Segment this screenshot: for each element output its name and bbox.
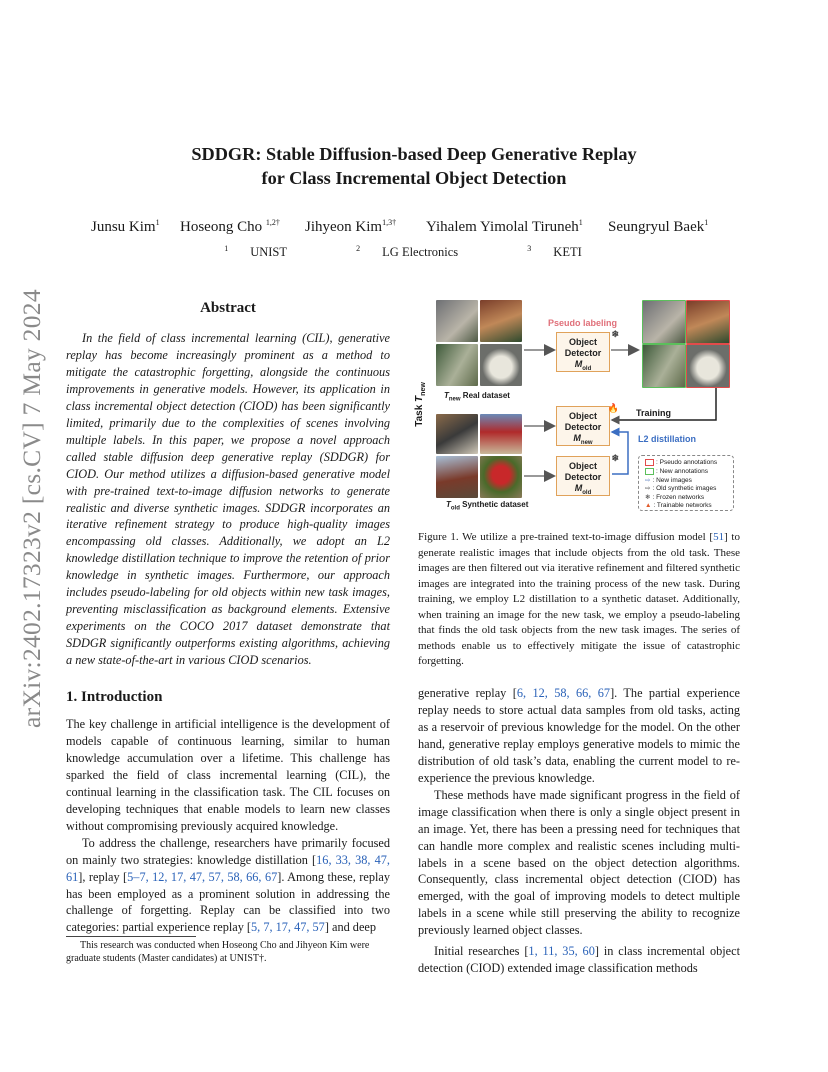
legend-item: : Pseudo annotations [645, 459, 730, 468]
citation-link[interactable]: 6, 12, 58, 66, 67 [516, 686, 611, 700]
figure-1 [413, 290, 746, 520]
figure-legend [638, 455, 734, 511]
pseudo-labeling-label: Pseudo labeling [548, 318, 618, 328]
paper-title-line1: SDDGR: Stable Diffusion-based Deep Generative Replay [191, 144, 637, 164]
intro-right-column [418, 685, 740, 977]
affiliation: $^1$ UNIST [224, 243, 288, 259]
author: Junsu Kim$^1$ [91, 218, 160, 235]
author: Hoseong Cho $^{1,2\dagger}$ [180, 218, 280, 235]
figure-caption: Figure 1. We utilize a pre-trained text-to-image diffusion model [51] to generate realistic images that include objects from the old task. These images are then filtered out via iterative refinement and filtered synthetic images are integrated into the training process of the new task. During training, we employ L2 distillation to a synthetic dataset. Additionally, when training an image for the new task, we employ a pseudo-labeling that finds the old task objects from the new task images. The series of methods enable us to effectively mitigate the issue of catastrophic forgetting. [418, 531, 740, 667]
affiliation: $^3$ KETI [527, 243, 582, 259]
citation-link[interactable]: 5, 7, 17, 47, 57 [251, 920, 325, 935]
object-detector-old-frozen: Object Detector $M_{old}$ ❄ [556, 456, 610, 496]
real-dataset-label: $T_{new}$ Real dataset [444, 391, 510, 403]
legend-item: ▲ : Trainable networks [645, 502, 712, 510]
legend-item: ❄ : Frozen networks [645, 493, 705, 501]
paper-title-line2: for Class Incremental Object Detection [261, 168, 567, 188]
paragraph: These methods have made significant progress in the field of image classification when there is only a single object present in an image. Yet, there has been a pressing need for techniques that can handle more complex and realistic scenes including multi-labels in a scene based on the object detection algorithms. Consequently, class incremental object detection (CIOD) has emerged, with the goal of improving models to detect multiple labels in a scene while still preserving the ability to recognize previously learned object classes. [418, 787, 740, 938]
intro-heading: 1. Introduction [66, 689, 163, 705]
paragraph: Initial researches [1, 11, 35, 60] in class incremental object detection (CIOD) extended image classification methods [418, 944, 741, 976]
abstract-body: In the field of class incremental learning (CIL), generative replay has become increasingly prominent as a method to mitigate the catastrophic forgetting, alongside the continuous improvements in generative models. However, its application in class incremental object detection (CIOD) has been significantly limited, primarily due to the complexities of scenes involving multiple labels. In this paper, we propose a novel approach called stable diffusion deep generative replay (SDDGR) for CIOD. Our method utilizes a diffusion-based generative model with pre-trained text-to-image diffusion networks to generate realistic and diverse synthetic images. SDDGR incorporates an iterative refinement strategy to produce high-quality images encompassing old classes. Additionally, we adopt an L2 knowledge distillation technique to improve the retention of prior knowledge in synthetic images. Furthermore, our approach includes pseudo-labeling for old objects within new task images, preventing misclassification as background elements. Extensive experiments on the COCO 2017 dataset demonstrate that SDDGR significantly outperforms existing algorithms, achieving a new state-of-the-art in various CIOD scenarios. [66, 331, 390, 668]
footnote: This research was conducted when Hoseong Cho and Jihyeon Kim were graduate students (Master candidates) at UNIST†. [66, 940, 370, 964]
author: Jihyeon Kim$^{1,3\dagger}$ [305, 218, 397, 235]
legend-item: ⇨ : Old synthetic images [645, 485, 717, 493]
author: Seungryul Baek$^1$ [608, 218, 709, 235]
object-detector-old-frozen: Object Detector $M_{old}$ ❄ [556, 332, 610, 372]
training-label: Training [636, 408, 672, 418]
paragraph: generative replay [6, 12, 58, 66, 67]. The partial experience replay needs to store actual data samples from old tasks, acting as a reservoir of previous knowledge for the model. On the other hand, generative replay employs generative models to mimic the distribution of old task’s data, enabling the current model to re-experience the previous knowledge. [418, 686, 740, 785]
frozen-icon: ❄ [611, 329, 619, 339]
l2-distillation-label: L2 distillation [638, 434, 697, 444]
citation-link[interactable]: 1, 11, 35, 60 [528, 944, 595, 959]
object-detector-new-trainable: Object Detector $M_{new}$ 🔥 [556, 406, 610, 446]
paragraph: To address the challenge, researchers have primarily focused on mainly two strategies: knowledge distillation [16, 33, 38, 47, 61], replay [5–7, 12, 17, 47, 57, 58, 66, 67]. Among these, replay has been employed as a prominent solution in addressing the challenge of forgetting. Replay can be classified into two categories: partial experience replay [5, 7, 17, 47, 57] and deep [66, 835, 391, 935]
synthetic-dataset-label: $T_{old}$ Synthetic dataset [446, 500, 529, 512]
task-axis-label: Task $T_{new}$ [413, 382, 427, 427]
training-arrow [612, 388, 716, 420]
affiliations [0, 245, 828, 260]
author: Yihalem Yimolal Tiruneh$^1$ [426, 218, 583, 235]
frozen-icon: ❄ [611, 453, 619, 463]
footnote-rule [66, 936, 196, 937]
arxiv-stamp: arXiv:2402.17323v2 [cs.CV] 7 May 2024 [17, 289, 46, 728]
abstract-heading: Abstract [200, 300, 256, 316]
citation-link[interactable]: 51 [713, 531, 725, 543]
intro-left-column [66, 716, 390, 936]
citation-link[interactable]: 16, 33, 38, 47, 61 [66, 852, 390, 884]
citation-link[interactable]: 5–7, 12, 17, 47, 57, 58, 66, 67 [127, 869, 278, 884]
legend-item: : New annotations [645, 468, 730, 477]
trainable-icon: 🔥 [607, 403, 619, 413]
l2-distillation-arrow [612, 432, 628, 474]
paragraph: The key challenge in artificial intelligence is the development of models capable of continuous learning, similar to human knowledge accumulation over a lifetime. This challenge has sparked the field of class incremental learning (CIL), the continual learning in the classification task. The CIL focuses on developing techniques that enable models to learn new classes without compromising previously acquired knowledge. [66, 717, 390, 833]
legend-item: ⇨ : New images [645, 476, 692, 484]
affiliation: $^2$ LG Electronics [356, 243, 459, 259]
